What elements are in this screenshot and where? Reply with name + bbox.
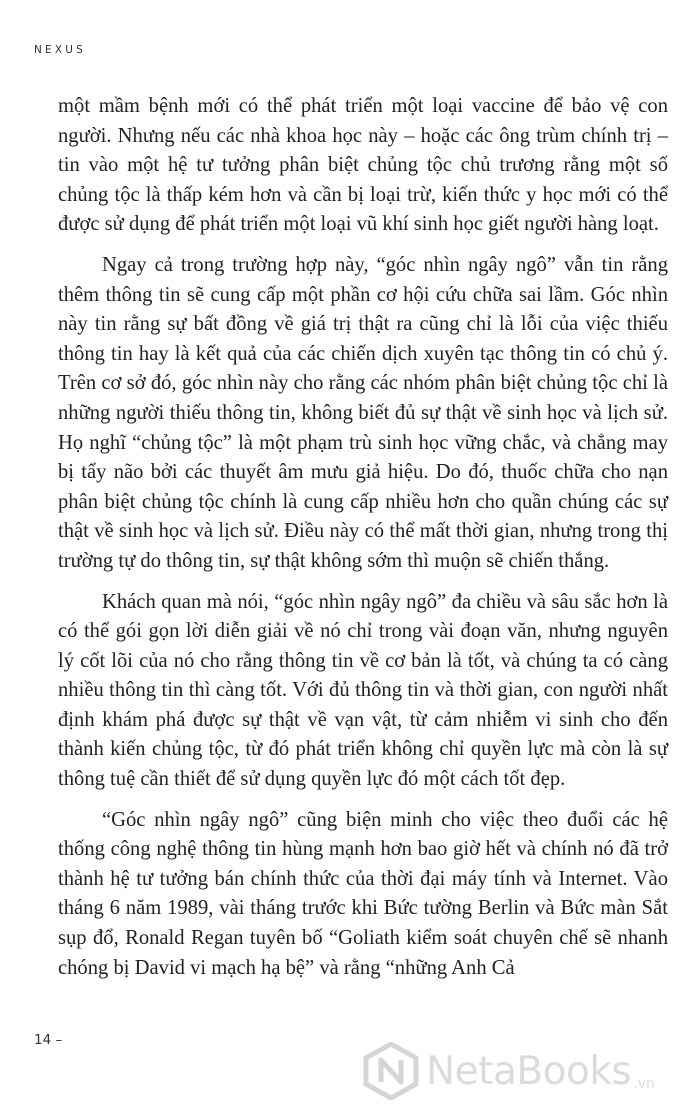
paragraph-2: Ngay cả trong trường hợp này, “góc nhìn ngây ngô” vẫn tin rằng thêm thông tin sẽ cung cấp một phần cơ hội cứu chữa sai lầm. Góc nhìn này tin rằng sự bất đồng về giá trị thật ra cũng chỉ là lỗi của việc thiếu thông tin hay là kết quả của các chiến dịch xuyên tạc thông tin có chủ ý. Trên cơ sở đó, góc nhìn này cho rằng các nhóm phân biệt chủng tộc chỉ là những người thiếu thông tin, không biết đủ sự thật về sinh học và lịch sử. Họ nghĩ “chủng tộc” là một phạm trù sinh học vững chắc, và chẳng may bị tẩy não bởi các thuyết âm mưu giả hiệu. Do đó, thuốc chữa cho nạn phân biệt chủng tộc chính là cung cấp nhiều hơn cho quần chúng các sự thật về sinh học và lịch sử. Điều này có thể mất thời gian, nhưng trong thị trường tự do thông tin, sự thật không sớm thì muộn sẽ chiến thắng. — [58, 253, 668, 572]
page-number: 14 – — [34, 1032, 63, 1048]
watermark — [362, 1042, 655, 1100]
paragraph-4: “Góc nhìn ngây ngô” cũng biện minh cho việc theo đuổi các hệ thống công nghệ thông tin hùng mạnh hơn bao giờ hết và chính nó đã trở thành hệ tư tưởng bán chính thức của thời đại máy tính và Internet. Vào tháng 6 năm 1989, vài tháng trước khi Bức tường Berlin và Bức màn Sắt sụp đổ, Ronald Regan tuyên bố “Goliath kiểm soát chuyên chế sẽ nhanh chóng bị David vi mạch hạ bệ” và rằng “những Anh Cả — [58, 808, 668, 979]
netabooks-logo-icon — [362, 1042, 420, 1100]
body-text — [58, 92, 668, 994]
paragraph-3: Khách quan mà nói, “góc nhìn ngây ngô” đa chiều và sâu sắc hơn là có thể gói gọn lời diễn giải về nó chỉ trong vài đoạn văn, nhưng nguyên lý cốt lõi của nó cho rằng thông tin về cơ bản là tốt, và chúng ta có càng nhiều thông tin thì càng tốt. Với đủ thông tin và thời gian, con người nhất định khám phá được sự thật về vạn vật, từ cảm nhiễm vi sinh cho đến thành kiến chủng tộc, từ đó phát triển không chỉ quyền lực mà còn là sự thông tuệ cần thiết để sử dụng quyền lực đó một cách tốt đẹp. — [58, 590, 668, 791]
watermark-suffix: .vn — [633, 1076, 655, 1092]
running-header-title: NEXUS — [34, 44, 87, 56]
watermark-brand: NetaBooks — [426, 1048, 632, 1094]
paragraph-1: một mầm bệnh mới có thể phát triển một loại vaccine để bảo vệ con người. Nhưng nếu các nhà khoa học này – hoặc các ông trùm chính trị – tin vào một hệ tư tưởng phân biệt chủng tộc chủ trương rằng một số chủng tộc là thấp kém hơn và cần bị loại trừ, kiến thức y học mới có thể được sử dụng để phát triển một loại vũ khí sinh học giết người hàng loạt. — [58, 95, 668, 236]
